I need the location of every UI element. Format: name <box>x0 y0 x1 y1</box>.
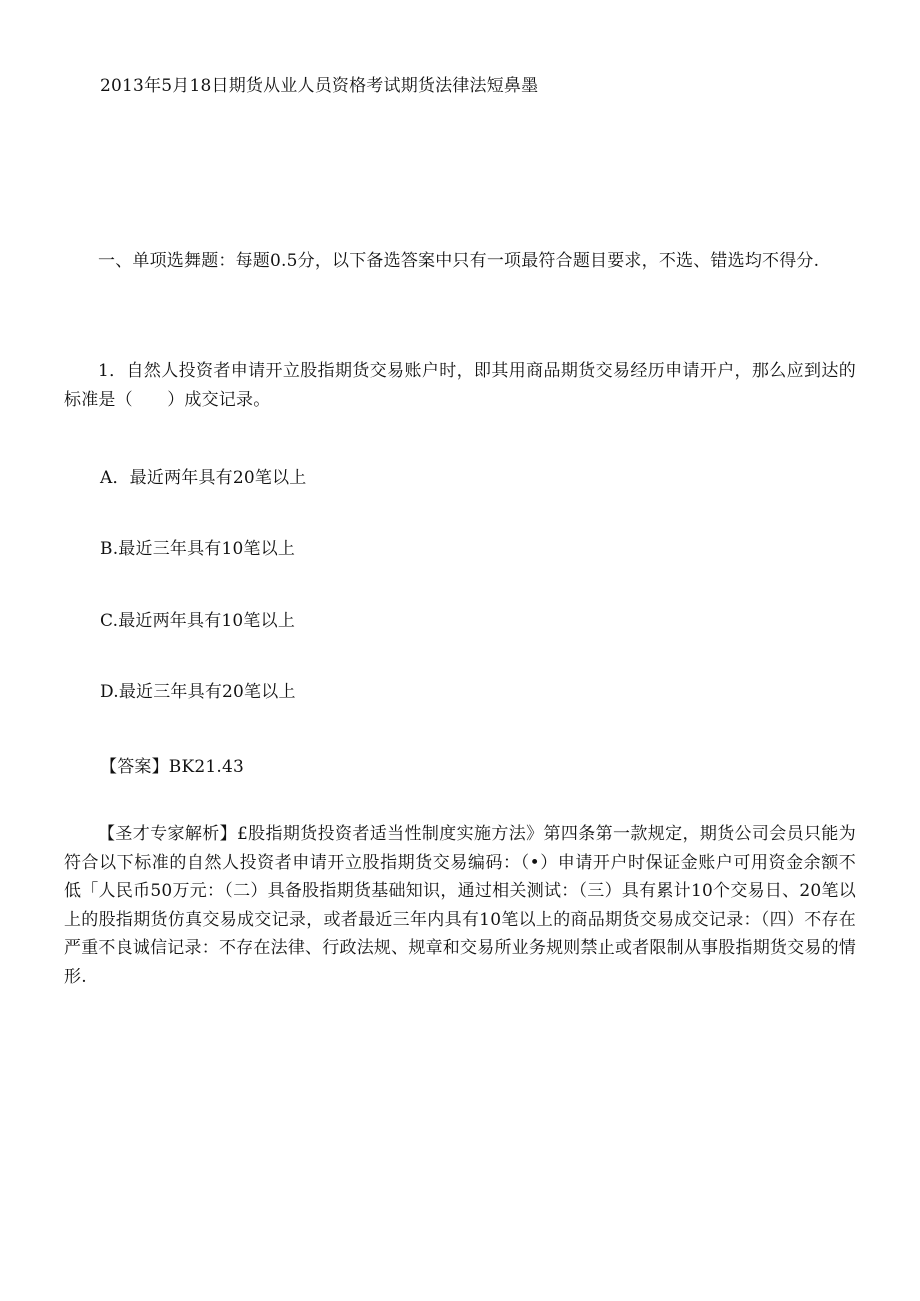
option-a: A．最近两年具有20笔以上 <box>100 468 307 488</box>
option-d: D.最近三年具有20笔以上 <box>100 682 296 702</box>
option-b: B.最近三年具有10笔以上 <box>100 539 296 559</box>
answer-line: 【答案】BK21.43 <box>100 757 245 777</box>
expert-analysis: 【圣才专家解析】£股指期货投资者适当性制度实施方法》第四条第一款规定，期货公司会员只能为符合以下标准的自然人投资者申请开立股指期货交易编码：（•）申请开户时保证金账户可用资金余额不低「人民币50万元：（二）具备股指期货基础知识，通过相关测试：（三）具有累计10个交易日、20笔以上的股指期货仿真交易成交记录，或者最近三年内具有10笔以上的商品期货交易成交记录：（四）不存在严重不良诚信记录：不存在法律、行政法规、规章和交易所业务规则禁止或者限制从事股指期货交易的情形. <box>64 824 856 987</box>
document-title: 2013年5月18日期货从业人员资格考试期货法律法短鼻墨 <box>100 76 539 96</box>
section-heading: 一、单项选舞题：每题0.5分，以下备选答案中只有一项最符合题目要求，不选、错选均不得分. <box>98 251 820 271</box>
question-stem: 1．自然人投资者申请开立股指期货交易账户时，即其用商品期货交易经历申请开户，那么应到达的标准是（ ）成交记录。 <box>64 361 856 410</box>
option-c: C.最近两年具有10笔以上 <box>100 611 296 631</box>
